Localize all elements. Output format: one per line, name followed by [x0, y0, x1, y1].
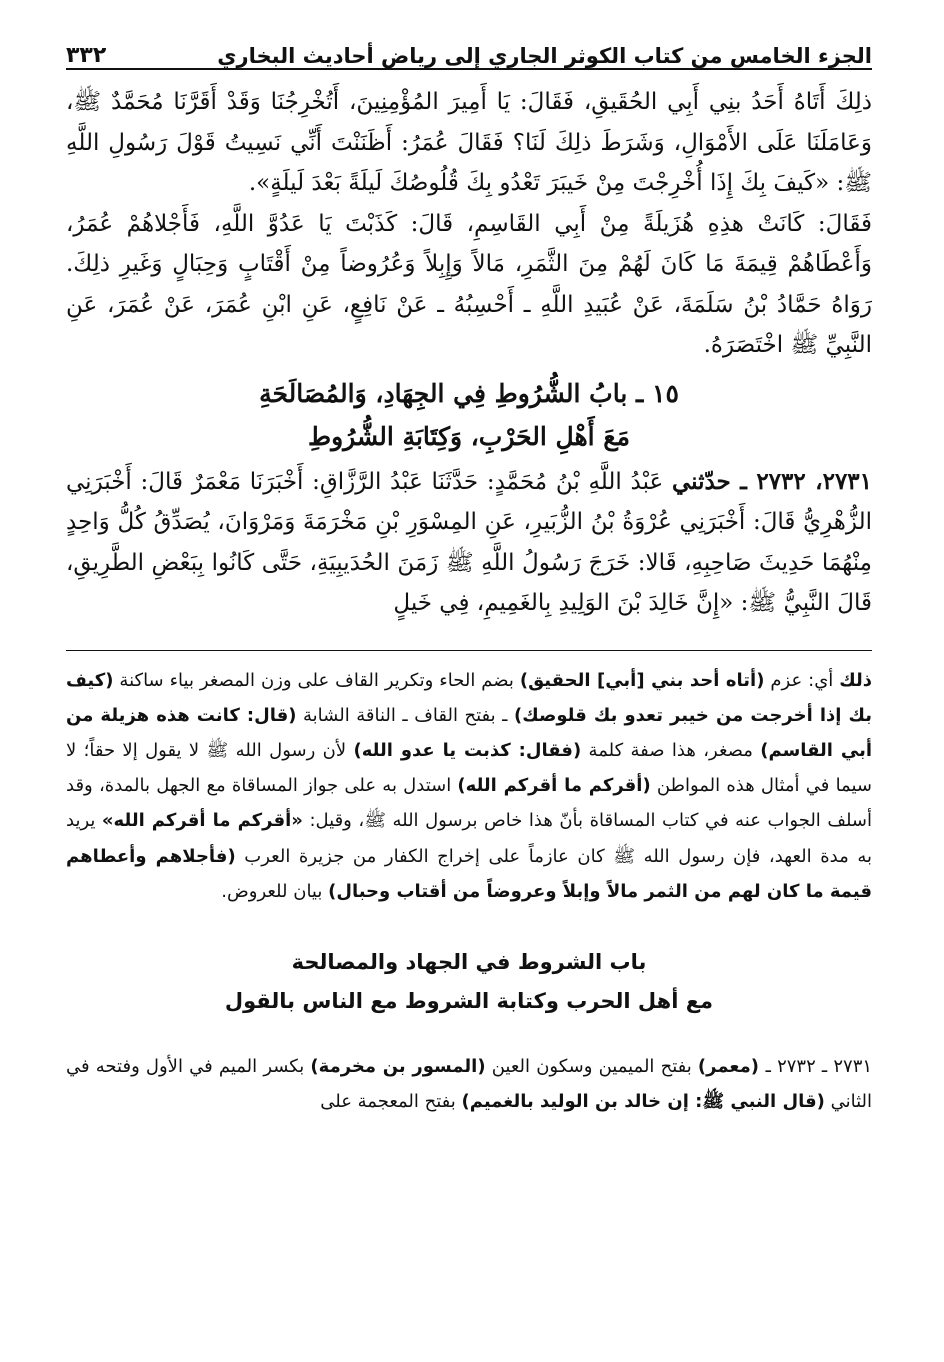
commentary-text: بفتح الميمين وسكون العين: [485, 1055, 698, 1077]
commentary-chapter-heading: [66, 943, 872, 1021]
commentary-term: (قال: كانت هذه هزيلة من أبي القاسم): [66, 704, 873, 761]
chapter-heading-line-1: ١٥ ـ بابُ الشُّرُوطِ فِي الجِهَادِ، وَالمُصَالَحَةِ: [259, 378, 679, 408]
commentary-text: بكسر الميم في الأول وفتحه في الثاني: [66, 1055, 872, 1113]
commentary-block: [66, 663, 872, 909]
commentary-term: (قال النبي ﷺ: إن خالد بن الوليد بالغميم): [461, 1091, 825, 1113]
book-page: [66, 28, 872, 1119]
commentary-text: يريد به مدة العهد، فإن رسول الله ﷺ كان عازماً على إخراج الكفار من جزيرة العرب: [66, 810, 872, 867]
commentary-text: أي: عزم: [764, 669, 840, 691]
commentary-term: (فأجلاهم وأعطاهم قيمة ما كان لهم من الثمر مالاً وإبلاً وعروضاً من أقتاب وحبال): [66, 845, 872, 902]
commentary-term: ذلك: [839, 669, 872, 691]
commentary-heading-line-2: مع أهل الحرب وكتابة الشروط مع الناس بالقول: [224, 988, 714, 1013]
commentary-term: (أقركم ما أقركم الله): [457, 775, 651, 797]
commentary-term: (كيف بك إذا أخرجت من خيبر تعدو بك قلوصك): [66, 669, 872, 726]
commentary-term: (فقال: كذبت يا عدو الله): [353, 739, 582, 761]
commentary-paragraph-2: [66, 1049, 872, 1119]
commentary-hadith-number: ٢٧٣١ ـ ٢٧٣٢ ـ: [765, 1055, 873, 1077]
hadith-chain-text: عَبْدُ اللَّهِ بْنُ مُحَمَّدٍ: حَدَّثَنَا عَبْدُ الرَّزَّاقِ: أَخْبَرَنَا مَعْمَرٌ قَالَ: أَخْبَرَنِي الزُّهْرِيُّ قَالَ: أَخْبَرَنِي عُرْوَةُ بْنُ الزُّبَيرِ، عَنِ المِسْوَرِ بْنِ مَخْرَمَةَ وَمَرْوَانَ، يُصَدِّقُ كُلُّ وَاحِدٍ مِنْهُمَا حَدِيثَ صَاحِبِهِ، قَالا: خَرَجَ رَسُولُ اللَّهِ ﷺ زَمَنَ الحُدَيبِيَةِ، حَتَّى كَانُوا بِبَعْضِ الطَّرِيقِ، قَالَ النَّبِيُّ ﷺ: «إِنَّ خَالِدَ بْنَ الوَلِيدِ بِالغَمِيمِ، فِي خَيلٍ: [66, 468, 872, 616]
matn-paragraph-1: ذلِكَ أَتَاهُ أَحَدُ بنِي أَبِي الحُقَيقِ، فَقَالَ: يَا أَمِيرَ المُؤْمِنِينَ، أَتُخْرِجُنَا وَقَدْ أَقَرَّنَا مُحَمَّدٌ ﷺ، وَعَامَلَنَا عَلَى الأَمْوَالِ، وَشَرَطَ ذلِكَ لَنَا؟ فَقَالَ عُمَرُ: أَظَنَنْتَ أَنِّي نَسِيتُ قَوْلَ رَسُولِ اللَّهِ ﷺ: «كَيفَ بِكَ إِذَا أُخْرِجْتَ مِنْ خَيبَرَ تَعْدُو بِكَ قُلُوصُكَ لَيلَةً بَعْدَ لَيلَةٍ».: [66, 89, 872, 196]
chapter-heading-line-2: مَعَ أَهْلِ الحَرْبِ، وَكِتَابَةِ الشُّرُوطِ: [307, 421, 631, 451]
header-title: الجزء الخامس من كتاب الكوثر الجاري إلى رياض أحاديث البخاري: [217, 44, 872, 68]
commentary-term: (المسور بن مخرمة): [310, 1055, 486, 1077]
commentary-term: (معمر): [697, 1055, 766, 1077]
hadith-number: ٢٧٣١، ٢٧٣٢ ـ حدّثني: [671, 467, 873, 495]
commentary-text: لأن رسول الله ﷺ لا يقول إلا حقاً؛ لا سيما في أمثال هذه المواطن: [66, 739, 872, 797]
matn-paragraph-2: فَقَالَ: كَانَتْ هذِهِ هُزَيلَةً مِنْ أَبِي القَاسِمِ، قَالَ: كَذَبْتَ يَا عَدُوَّ اللَّهِ، فَأَجْلاهُمْ عُمَرُ، وَأَعْطَاهُمْ قِيمَةَ مَا كَانَ لَهُمْ مِنَ الثَّمَرِ، مَالاً وَإِبِلاً وَعُرُوضاً مِنْ أَقْتَابٍ وَحِبَالٍ وَغَيرِ ذلِكَ. رَوَاهُ حَمَّادُ بْنُ سَلَمَةَ، عَنْ عُبَيدِ اللَّهِ ـ أَحْسِبُهُ ـ عَنْ نَافِعٍ، عَنِ ابْنِ عُمَرَ، عَنْ عُمَرَ، عَنِ النَّبِيِّ ﷺ اخْتَصَرَهُ.: [66, 210, 872, 358]
commentary-text: استدل به على جواز المساقاة مع الجهل بالمدة، وقد أسلف الجواب عنه في كتاب المساقاة بأنّ هذا خاص برسول الله ﷺ، وقيل:: [66, 775, 872, 832]
commentary-heading-line-1: باب الشروط في الجهاد والمصالحة: [291, 949, 647, 974]
commentary-term: «أقركم ما أقركم الله»: [101, 810, 303, 832]
chapter-heading: [66, 372, 872, 458]
footnote-separator: [66, 650, 872, 651]
commentary-text: بفتح المعجمة على: [320, 1091, 462, 1113]
commentary-text: بضم الحاء وتكرير القاف على وزن المصغر بياء ساكنة: [113, 669, 520, 691]
commentary-text: بيان للعروض.: [221, 880, 329, 902]
commentary-term: (أتاه أحد بني [أبي] الحقيق): [519, 669, 765, 691]
running-header: [66, 28, 872, 70]
hadith-text-block: [66, 82, 872, 624]
commentary-text: مصغر، هذا صفة كلمة: [581, 739, 761, 761]
commentary-text: ـ بفتح القاف ـ الناقة الشابة: [296, 704, 514, 726]
commentary-paragraph: [66, 663, 872, 909]
commentary-block-2: [66, 1049, 872, 1119]
hadith-narration: [66, 462, 872, 624]
page-number: ٣٣٢: [66, 43, 107, 68]
